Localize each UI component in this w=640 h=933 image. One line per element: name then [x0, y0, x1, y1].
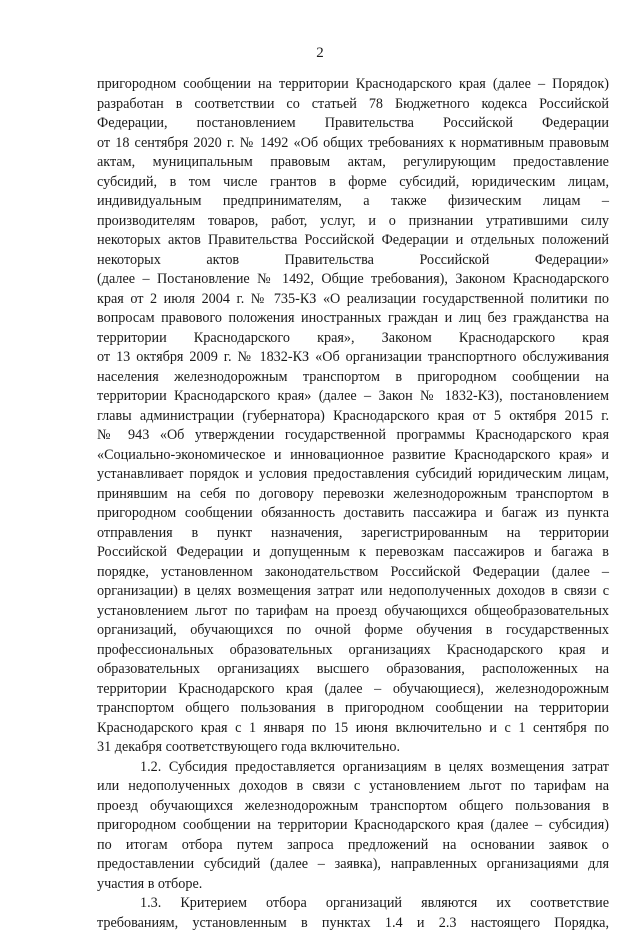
text-line: пригородном сообщении на территории Краснодарского края (далее – субсидия) [97, 816, 609, 836]
text-line: образовательных организациях высшего образования, расположенных на [97, 660, 609, 680]
text-line: Краснодарского края с 1 января по 15 июня включительно и с 1 сентября по [97, 719, 609, 739]
text-line: пригородном сообщении обязанность доставить пассажира и багаж из пункта [97, 504, 609, 524]
text-line: организации) в целях возмещения затрат или недополученных доходов в связи с [97, 582, 609, 602]
text-line: установлением льгот по тарифам на проезд обучающихся общеобразовательных [97, 602, 609, 622]
text-line: 1.3. Критерием отбора организаций являются их соответствие [97, 894, 609, 914]
text-line: главы администрации (губернатора) Краснодарского края от 5 октября 2015 г. [97, 407, 609, 427]
text-line: вопросам правового положения иностранных граждан и лиц без гражданства на [97, 309, 609, 329]
text-line: 1.2. Субсидия предоставляется организациям в целях возмещения затрат [97, 758, 609, 778]
text-line: предоставлении субсидий (далее – заявка), направленных организациями для [97, 855, 609, 875]
text-line: требованиям, установленным в пунктах 1.4 и 2.3 настоящего Порядка, [97, 914, 609, 933]
text-line: «Социально-экономическое и инновационное развитие Краснодарского края» и [97, 446, 609, 466]
text-line: отправления в пункт назначения, зарегистрированным на территории [97, 524, 609, 544]
text-line: некоторых актов Правительства Российской Федерации» [97, 251, 609, 271]
text-line: устанавливает порядок и условия предоставления субсидий юридическим лицам, [97, 465, 609, 485]
text-line: транспортом общего пользования в пригородном сообщении на территории [97, 699, 609, 719]
text-line: по итогам отбора путем запроса предложений на основании заявок о [97, 836, 609, 856]
text-line: пригородном сообщении на территории Краснодарского края (далее – Порядок) [97, 75, 609, 95]
text-line: некоторых актов Правительства Российской Федерации и отдельных положений [97, 231, 609, 251]
text-line: индивидуальным предпринимателям, а также физическим лицам – [97, 192, 609, 212]
text-line: участия в отборе. [97, 875, 609, 895]
text-line: населения железнодорожным транспортом в пригородном сообщении на [97, 368, 609, 388]
text-line: (далее – Постановление № 1492, Общие требования), Законом Краснодарского [97, 270, 609, 290]
text-line: территории Краснодарского края», Законом Краснодарского края [97, 329, 609, 349]
text-line: или недополученных доходов в связи с установлением льгот по тарифам на [97, 777, 609, 797]
text-line: актам, муниципальным правовым актам, регулирующим предоставление [97, 153, 609, 173]
text-line: разработан в соответствии со статьей 78 Бюджетного кодекса Российской [97, 95, 609, 115]
text-line: субсидий, в том числе грантов в форме субсидий, юридическим лицам, [97, 173, 609, 193]
text-line: порядке, установленном законодательством Российской Федерации (далее – [97, 563, 609, 583]
text-line: Российской Федерации и допущенным к перевозкам пассажиров и багажа в [97, 543, 609, 563]
text-line: края от 2 июля 2004 г. № 735-КЗ «О реализации государственной политики по [97, 290, 609, 310]
text-line: от 18 сентября 2020 г. № 1492 «Об общих требованиях к нормативным правовым [97, 134, 609, 154]
page-number: 2 [0, 45, 640, 61]
text-line: территории Краснодарского края (далее – обучающиеся), железнодорожным [97, 680, 609, 700]
text-line: 31 декабря соответствующего года включительно. [97, 738, 609, 758]
document-body [97, 75, 609, 933]
text-line: организаций, обучающихся по очной форме обучения в государственных [97, 621, 609, 641]
text-line: принявшим на себя по договору перевозки железнодорожным транспортом в [97, 485, 609, 505]
text-line: производителям товаров, работ, услуг, и о признании утратившими силу [97, 212, 609, 232]
text-line: Федерации, постановлением Правительства Российской Федерации [97, 114, 609, 134]
text-line: профессиональных образовательных организациях Краснодарского края и [97, 641, 609, 661]
text-line: № 943 «Об утверждении государственной программы Краснодарского края [97, 426, 609, 446]
text-line: от 13 октября 2009 г. № 1832-КЗ «Об организации транспортного обслуживания [97, 348, 609, 368]
text-line: территории Краснодарского края» (далее – Закон № 1832-КЗ), постановлением [97, 387, 609, 407]
text-line: проезд обучающихся железнодорожным транспортом общего пользования в [97, 797, 609, 817]
